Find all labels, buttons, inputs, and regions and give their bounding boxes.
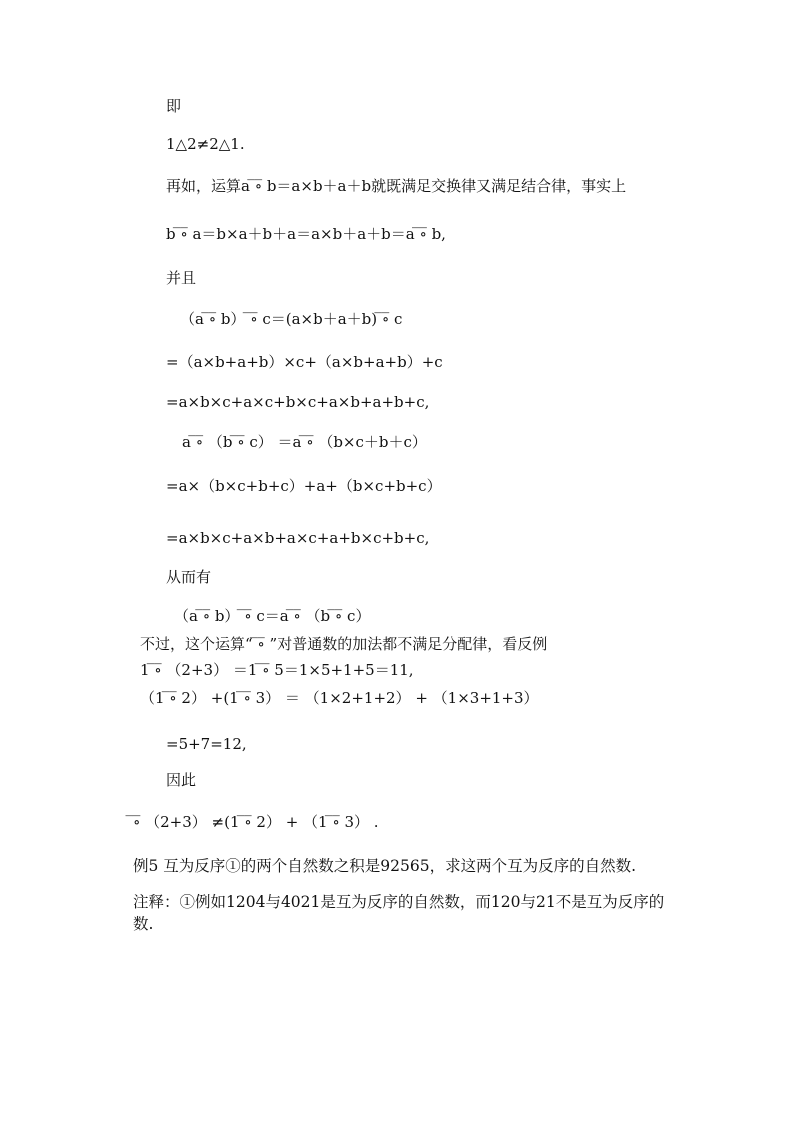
text-line: 不过，这个运算“ ̅∘̅ ”对普通数的加法都不满足分配律，看反例 bbox=[140, 635, 548, 653]
note-line: 注释：①例如1204与4021是互为反序的自然数，而120与21不是互为反序的 bbox=[133, 893, 665, 911]
math-line: =a×b×c+a×b+a×c+a+b×c+b+c, bbox=[166, 529, 430, 547]
math-line: 1 ̅∘̅ （2+3） ＝1 ̅∘̅ 5＝1×5+1+5＝11, bbox=[140, 661, 414, 679]
text-line: 即 bbox=[166, 97, 182, 115]
text-line: b ̅∘̅ a＝b×a＋b＋a＝a×b＋a＋b＝a ̅∘̅ b, bbox=[166, 225, 446, 243]
math-line: =5+7=12, bbox=[166, 735, 247, 753]
text-line: 因此 bbox=[166, 771, 197, 789]
text-line: 从而有 bbox=[166, 568, 212, 586]
example-heading: 例5 互为反序①的两个自然数之积是92565，求这两个互为反序的自然数. bbox=[133, 857, 637, 875]
math-line: =（a×b+a+b）×c+（a×b+a+b）+c bbox=[166, 353, 443, 371]
math-line: ̅∘̅ （2+3） ≠(1 ̅∘̅ 2） + （1 ̅∘̅ 3） . bbox=[133, 813, 379, 831]
note-line: 数. bbox=[133, 915, 154, 933]
math-line: a ̅∘̅ （b ̅∘̅ c） ＝a ̅∘̅ （b×c＋b＋c） bbox=[182, 433, 427, 451]
math-line: （a ̅∘̅ b） ̅∘̅ c＝a ̅∘̅ （b ̅∘̅ c） bbox=[174, 607, 371, 625]
text-line: 并且 bbox=[166, 269, 197, 287]
math-line: （1 ̅∘̅ 2） +(1 ̅∘̅ 3） ＝ （1×2+1+2） + （1×3+1+3） bbox=[140, 689, 539, 707]
text-line: 1△2≠2△1. bbox=[166, 135, 245, 153]
math-line: =a×b×c+a×c+b×c+a×b+a+b+c, bbox=[166, 393, 430, 411]
math-line: =a×（b×c+b+c）+a+（b×c+b+c） bbox=[166, 477, 442, 495]
text-line: 再如，运算a ̅∘̅ b＝a×b＋a＋b就既满足交换律又满足结合律，事实上 bbox=[166, 177, 627, 195]
math-line: （a ̅∘̅ b） ̅∘̅ c＝(a×b＋a＋b) ̅∘̅ c bbox=[180, 310, 403, 328]
